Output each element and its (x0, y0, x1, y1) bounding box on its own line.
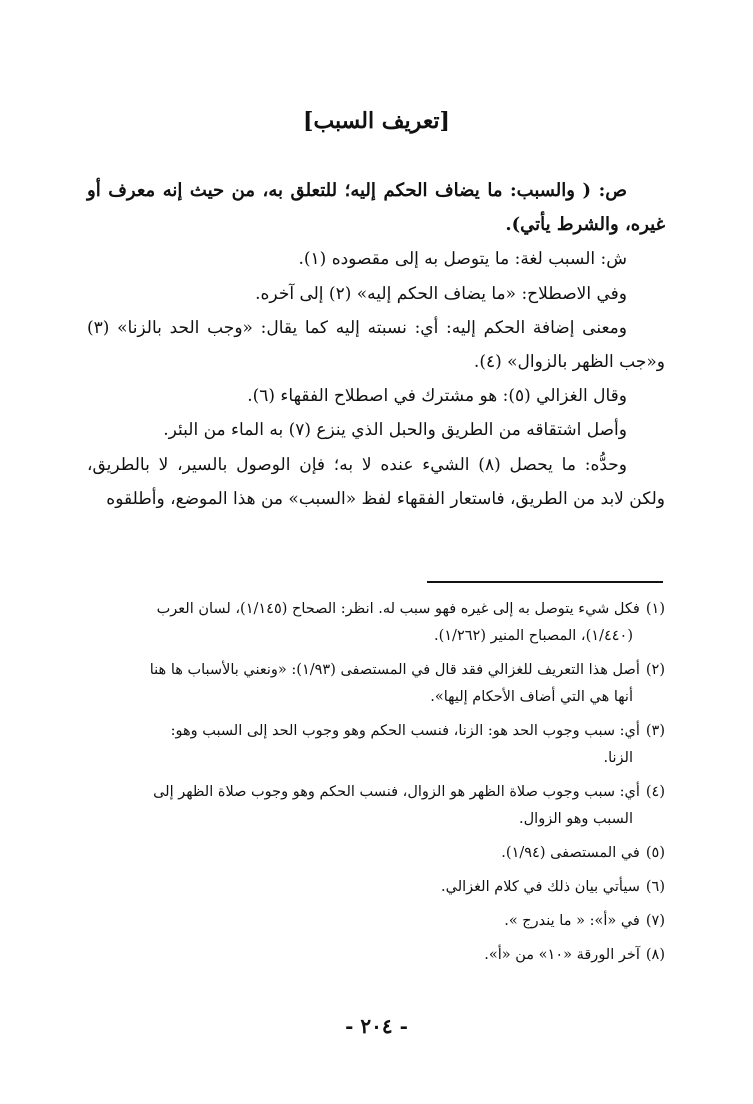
footnotes (87, 596, 665, 976)
body-paragraph: وحدُّه: ما يحصل (٨) الشيء عنده لا به؛ فإن الوصول بالسير، لا بالطريق، ولكن لابد من الطريق، فاستعار الفقهاء لفظ «السبب» من هذا الموضع، وأطلقوه (87, 454, 665, 509)
body-paragraph: وقال الغزالي (٥): هو مشترك في اصطلاح الفقهاء (٦). (247, 386, 627, 407)
footnote-number: (٧) (645, 913, 665, 929)
footnote-text: أي: سبب وجوب صلاة الظهر هو الزوال، فنسب الحكم وهو وجوب صلاة الظهر إلى (153, 784, 640, 800)
footnote-text: سيأتي بيان ذلك في كلام الغزالي. (441, 879, 640, 895)
footnote-2 (87, 657, 665, 711)
footnote-number: (١) (645, 601, 665, 617)
main-text (87, 174, 665, 516)
footnote-3 (87, 718, 665, 772)
footnote-text: فكل شيء يتوصل به إلى غيره فهو سبب له. انظر: الصحاح (١/١٤٥)، لسان العرب (156, 601, 640, 617)
footnote-continuation: أنها هي التي أضاف الأحكام إليها». (430, 689, 633, 705)
footnote-text: أي: سبب وجوب الحد هو: الزنا، فنسب الحكم وهو وجوب الحد إلى السبب وهو: (170, 723, 640, 739)
page-number: - ٢٠٤ - (345, 1014, 408, 1038)
footnote-continuation: السبب وهو الزوال. (519, 811, 633, 827)
footnote-1 (87, 596, 665, 650)
footnote-number: (٤) (645, 784, 665, 800)
footnote-7 (87, 908, 665, 935)
section-title: [تعريف السبب] (303, 108, 450, 134)
footnote-8 (87, 942, 665, 969)
footnote-text: أصل هذا التعريف للغزالي فقد قال في المستصفى (١/٩٣): «ونعني بالأسباب ها هنا (149, 662, 640, 678)
footnote-number: (٦) (645, 879, 665, 895)
footnote-number: (٨) (645, 947, 665, 963)
footnote-number: (٣) (645, 723, 665, 739)
body-paragraph: ومعنى إضافة الحكم إليه: أي: نسبته إليه كما يقال: «وجب الحد بالزنا» (٣) و«جب الظهر بالزوال» (٤). (87, 317, 665, 373)
body-paragraph: وفي الاصطلاح: «ما يضاف الحكم إليه» (٢) إلى آخره. (255, 283, 627, 304)
matn-paragraph: ص: ( والسبب: ما يضاف الحكم إليه؛ للتعلق به، من حيث إنه معرف أو غيره، والشرط يأتي). (87, 180, 665, 236)
footnote-continuation: (١/٤٤٠)، المصباح المنير (١/٢٦٢). (433, 628, 633, 644)
body-paragraph: وأصل اشتقاقه من الطريق والحبل الذي ينزع (٧) به الماء من البئر. (163, 420, 627, 441)
footnote-number: (٥) (645, 845, 665, 861)
body-paragraph: ش: السبب لغة: ما يتوصل به إلى مقصوده (١). (298, 249, 627, 270)
footnote-5 (87, 840, 665, 867)
footnote-number: (٢) (645, 662, 665, 678)
footnote-divider (427, 581, 663, 583)
footnote-text: آخر الورقة «١٠» من «أ». (484, 947, 640, 963)
footnote-text: في المستصفى (١/٩٤). (501, 845, 640, 861)
footnote-4 (87, 779, 665, 833)
footnote-continuation: الزنا. (603, 750, 633, 766)
footnote-6 (87, 874, 665, 901)
footnote-text: في «أ»: « ما يندرج ». (504, 913, 640, 929)
